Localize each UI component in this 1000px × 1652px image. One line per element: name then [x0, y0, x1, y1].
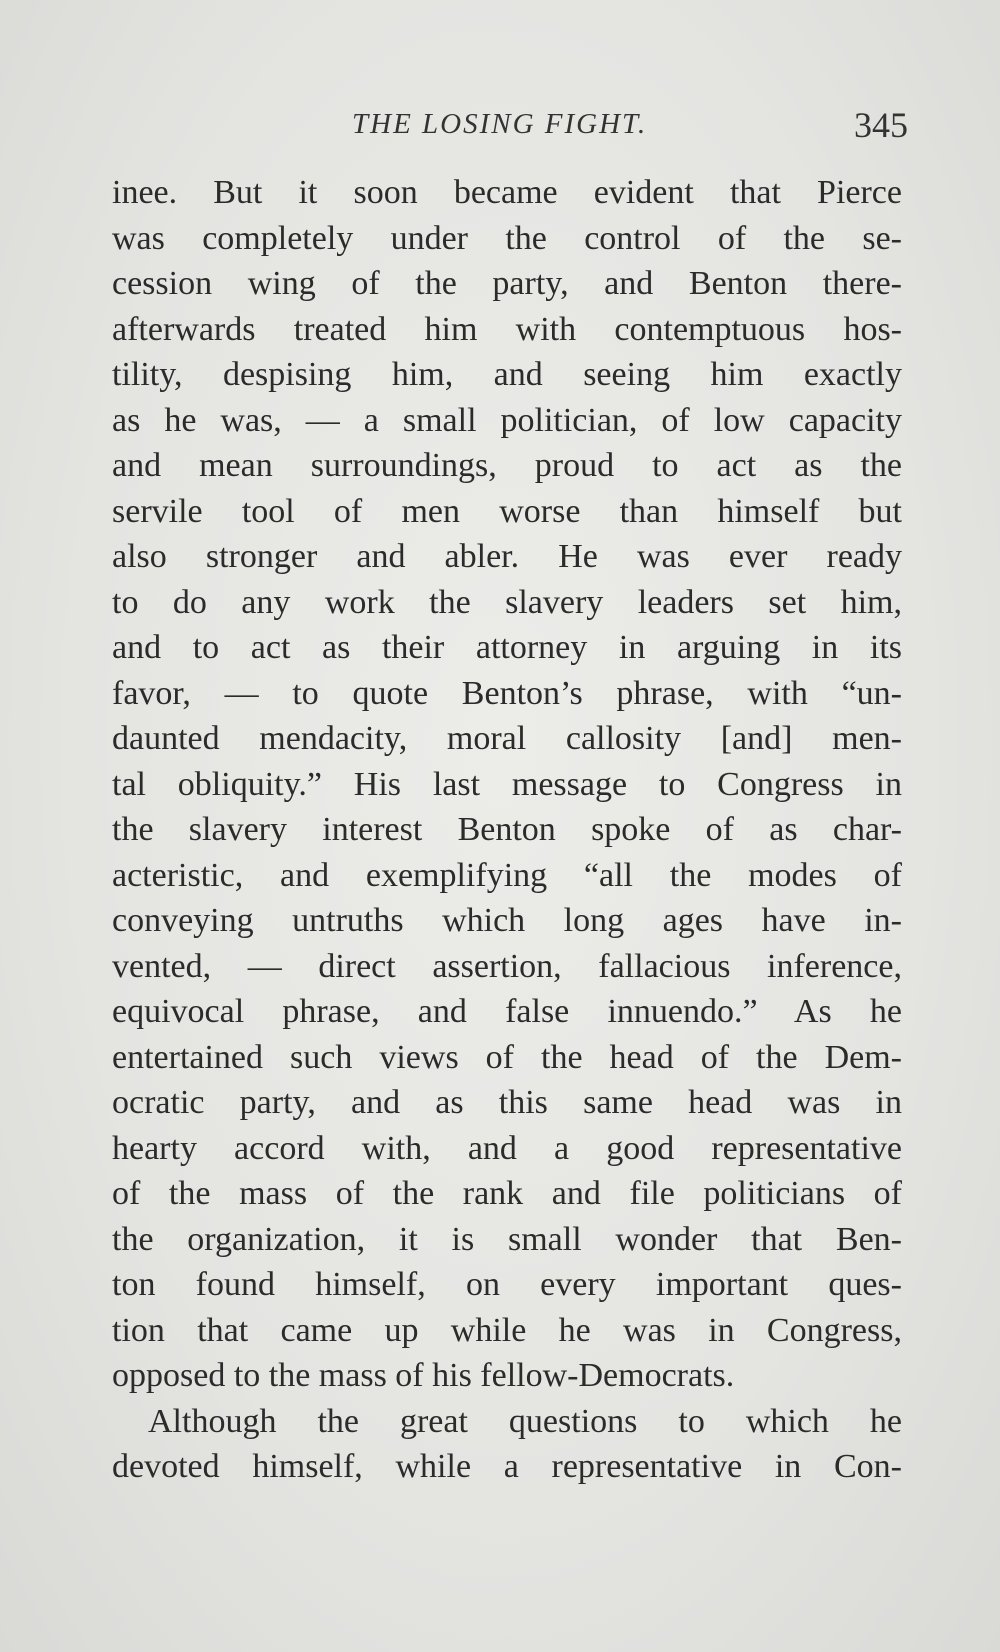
text-line: conveying untruths which long ages have in-: [112, 902, 902, 939]
text-line: ocratic party, and as this same head was in: [112, 1084, 902, 1121]
text-line: and to act as their attorney in arguing in its: [112, 629, 902, 666]
text-line: was completely under the control of the se-: [112, 219, 902, 257]
text-line: daunted mendacity, moral callosity [and] men-: [112, 720, 902, 757]
text-line: opposed to the mass of his fellow-Democrats.: [112, 1357, 735, 1394]
text-line: to do any work the slavery leaders set him,: [112, 583, 902, 621]
text-line: acteristic, and exemplifying “all the modes of: [112, 856, 902, 894]
text-line: ton found himself, on every important ques-: [112, 1266, 902, 1303]
text-line: and mean surroundings, proud to act as the: [112, 447, 902, 484]
text-line: Although the great questions to which he: [148, 1402, 902, 1440]
text-line: entertained such views of the head of the Dem-: [112, 1038, 902, 1076]
text-line: tility, despising him, and seeing him exactly: [112, 356, 902, 393]
running-head: THE LOSING FIGHT.: [352, 108, 648, 140]
text-line: the slavery interest Benton spoke of as char-: [112, 811, 902, 848]
text-line: devoted himself, while a representative in Con-: [112, 1448, 902, 1485]
text-line: equivocal phrase, and false innuendo.” As he: [112, 993, 902, 1030]
text-line: inee. But it soon became evident that Pierce: [112, 174, 902, 211]
text-line: of the mass of the rank and file politicians of: [112, 1175, 902, 1212]
text-line: as he was, — a small politician, of low capacity: [112, 401, 902, 439]
text-line: vented, — direct assertion, fallacious inference,: [112, 947, 902, 985]
text-line: cession wing of the party, and Benton there-: [112, 265, 902, 302]
text-line: afterwards treated him with contemptuous hos-: [112, 310, 902, 348]
page-number: 345: [854, 105, 908, 145]
text-line: also stronger and abler. He was ever ready: [112, 538, 902, 575]
body-text: [112, 170, 902, 1490]
text-line: the organization, it is small wonder that Ben-: [112, 1220, 902, 1258]
text-line: tion that came up while he was in Congress,: [112, 1311, 902, 1349]
text-line: favor, — to quote Benton’s phrase, with “un-: [112, 674, 902, 712]
text-line: servile tool of men worse than himself but: [112, 492, 902, 530]
text-line: hearty accord with, and a good representative: [112, 1129, 902, 1167]
text-line: tal obliquity.” His last message to Congress in: [112, 765, 902, 803]
